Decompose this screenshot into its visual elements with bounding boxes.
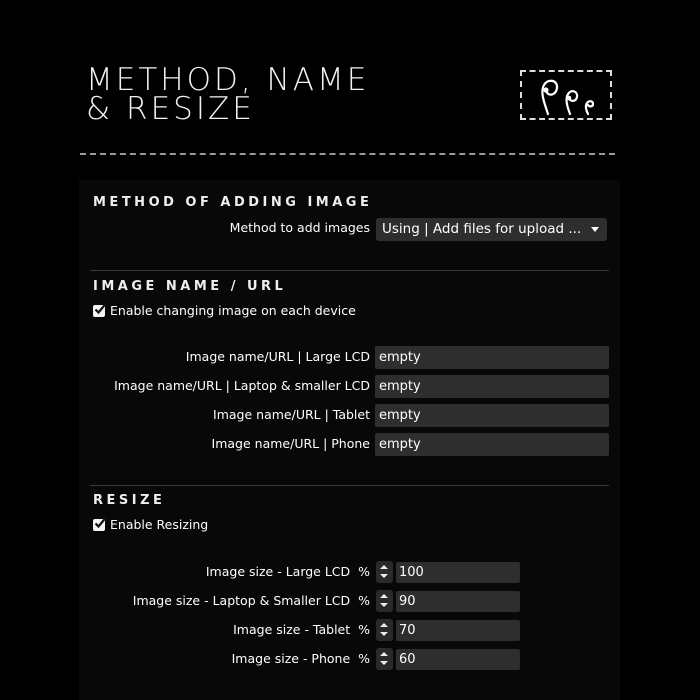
percent-unit: % [358,651,370,666]
method-label: Method to add images [229,220,370,235]
resize-toggle[interactable] [93,517,208,532]
field-label: Image name/URL | Phone [211,436,370,451]
chevron-down-icon [591,227,599,232]
field-label [133,593,370,608]
arrow-down-icon[interactable] [380,574,388,578]
method-section-title: METHOD OF ADDING IMAGE [93,195,373,210]
arrow-down-icon[interactable] [380,632,388,636]
field-label: Image name/URL | Large LCD [185,349,370,364]
laptop-size-stepper[interactable] [376,590,393,612]
page-title [86,62,446,127]
tablet-size-input[interactable]: 70 [396,620,520,641]
header-divider [80,153,615,155]
page-title-line-1: METHOD, NAME [86,62,370,98]
large-lcd-size-stepper[interactable] [376,561,393,583]
device-image-toggle-label: Enable changing image on each device [110,303,356,318]
arrow-up-icon[interactable] [380,623,388,627]
resize-toggle-label: Enable Resizing [110,517,209,532]
page-title-line-2: & RESIZE [86,91,255,127]
percent-unit: % [358,622,370,637]
field-label [232,651,370,666]
field-label-text: Image size - Large LCD [205,564,351,579]
laptop-url-input[interactable]: empty [375,375,609,398]
checkmark-icon [93,516,107,530]
checkbox[interactable] [93,305,105,317]
section-divider [90,270,609,271]
percent-unit: % [358,593,370,608]
method-select[interactable] [376,218,607,241]
arrow-up-icon[interactable] [380,652,388,656]
field-label-text: Image size - Laptop & Smaller LCD [132,593,351,608]
arrow-down-icon[interactable] [380,603,388,607]
resize-section-title: RESIZE [93,493,166,508]
tablet-url-input[interactable]: empty [375,404,609,427]
field-label-text: Image size - Phone [231,651,351,666]
large-lcd-size-input[interactable]: 100 [396,562,520,583]
arrow-up-icon[interactable] [380,565,388,569]
field-label-text: Image size - Tablet [233,622,351,637]
checkmark-icon [93,302,107,316]
section-divider [90,485,609,486]
arrow-down-icon[interactable] [380,661,388,665]
field-label: Image name/URL | Laptop & smaller LCD [114,378,370,393]
field-label [206,564,370,579]
phone-url-input[interactable]: empty [375,433,609,456]
laptop-size-input[interactable]: 90 [396,591,520,612]
checkbox[interactable] [93,519,105,531]
phone-size-input[interactable]: 60 [396,649,520,670]
tablet-size-stepper[interactable] [376,619,393,641]
device-image-toggle[interactable] [93,303,356,318]
method-select-value: Using | Add files for upload ... [382,221,582,237]
name-section-title: IMAGE NAME / URL [93,279,287,294]
field-label [233,622,370,637]
arrow-up-icon[interactable] [380,594,388,598]
large-lcd-url-input[interactable]: empty [375,346,609,369]
field-label: Image name/URL | Tablet [213,407,370,422]
settings-panel [79,180,620,700]
plugin-logo-icon [520,70,612,120]
phone-size-stepper[interactable] [376,648,393,670]
percent-unit: % [358,564,370,579]
